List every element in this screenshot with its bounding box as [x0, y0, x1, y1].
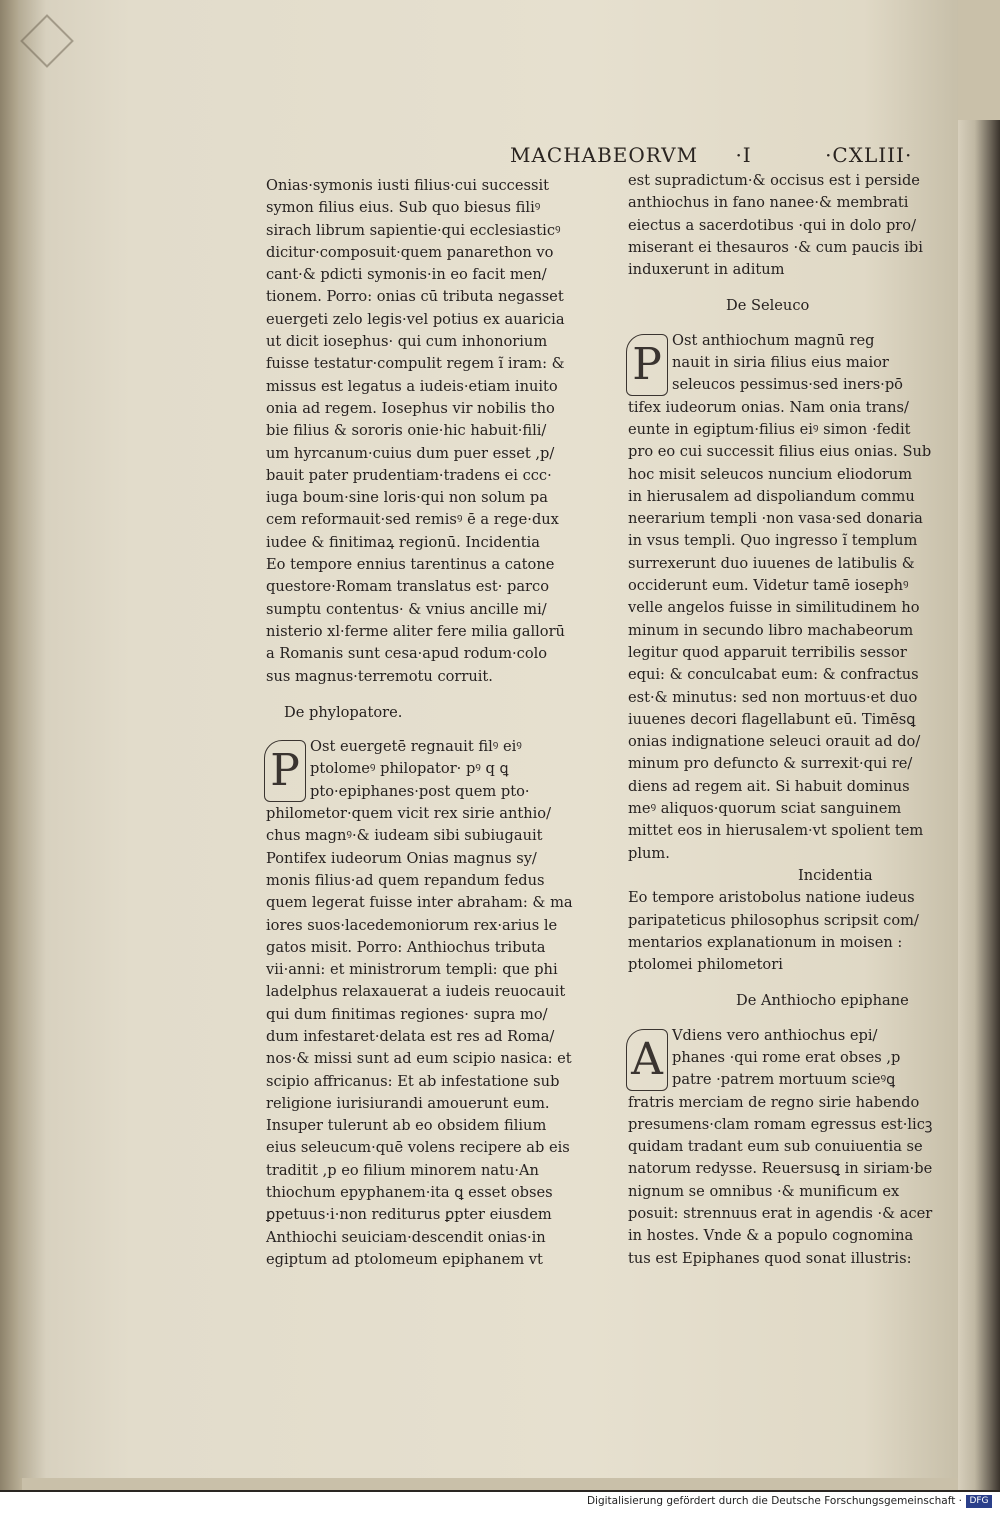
incidentia-label: Incidentia	[798, 866, 873, 884]
header-title: MACHABEORVM	[510, 143, 699, 167]
text-line: scipio affricanus: Et ab infestatione sub	[266, 1072, 560, 1090]
text-line: traditit ,p eo filium minorem natu·An	[266, 1161, 539, 1179]
text-line: mittet eos in hierusalem·vt spolient tem	[628, 822, 924, 840]
text-line: ladelphus relaxauerat a iudeis reuocauit	[266, 983, 566, 1001]
text-line: iores suos·lacedemoniorum rex·arius le	[266, 916, 558, 934]
text-line: bauit pater prudentiam·tradens ei ccc·	[266, 466, 552, 484]
text-line: mentarios explanationum in moisen :	[628, 933, 903, 951]
left-paragraph-1	[266, 175, 568, 688]
text-line: legitur quod apparuit terribilis sessor	[628, 643, 907, 661]
text-line: tionem. Porro: onias cū tributa negasset	[266, 288, 564, 306]
text-line: monis filius·ad quem repandum fedus	[266, 871, 545, 889]
text-line: minum in secundo libro machabeorum	[628, 621, 914, 639]
text-line: est·& minutus: sed non mortuus·et duo	[628, 688, 918, 706]
text-line: Vdiens vero anthiochus epi/	[672, 1026, 878, 1044]
folio-number: ·CXLIII·	[825, 143, 913, 167]
text-line: natorum redysse. Reuersusꝗ in siriam·be	[628, 1160, 933, 1178]
text-line: quidam tradant eum sub conuiuentia se	[628, 1138, 923, 1156]
text-line: iuga boum·sine loris·qui non solum pa	[266, 489, 548, 507]
text-line: posuit: strennuus erat in agendis ·& acer	[628, 1205, 933, 1223]
text-line: Ost euergetē regnauit filꝰ eiꝰ	[310, 738, 522, 756]
left-paragraph-2	[266, 736, 573, 1271]
text-line: neerarium templi ·non vasa·sed donaria	[628, 510, 923, 528]
text-line: a Romanis sunt cesa·apud rodum·colo	[266, 645, 548, 663]
text-line: nignum se omnibus ·& munificum ex	[628, 1182, 900, 1200]
text-line: Anthiochi seuiciam·descendit onias·in	[266, 1228, 546, 1246]
text-line: onia ad regem. Iosephus vir nobilis tho	[266, 399, 555, 417]
text-line: um hyrcanum·cuius dum puer esset ,p/	[266, 444, 555, 462]
left-column	[266, 175, 573, 1271]
text-line: gatos misit. Porro: Anthiochus tributa	[266, 938, 546, 956]
text-line: pto·epiphanes·post quem pto·	[310, 782, 530, 800]
text-line: tus est Epiphanes quod sonat illustris:	[628, 1249, 912, 1267]
drop-capital-p: P	[264, 740, 306, 802]
text-line: quem legerat fuisse inter abraham: & ma	[266, 894, 573, 912]
text-line: chus magnꝰ·& iudeam sibi subiugauit	[266, 827, 543, 845]
text-line: equi: & conculcabat eum: & confractus	[628, 666, 919, 684]
text-line: eius seleucum·quē volens recipere ab eis	[266, 1139, 570, 1157]
text-line: ꝑpetuus·i·non rediturus ꝑpter eiusdem	[266, 1206, 552, 1224]
text-line: tifex iudeorum onias. Nam onia trans/	[628, 398, 909, 416]
text-line: patre ·patrem mortuum scieꝰꝗ	[672, 1071, 896, 1089]
funding-credit: Digitalisierung gefördert durch die Deutsche Forschungsgemeinschaft ·	[586, 1495, 962, 1507]
text-line: euergeti zelo legis·vel potius ex auaricia	[266, 310, 565, 328]
text-line: Eo tempore ennius tarentinus a catone	[266, 556, 555, 574]
text-line: phanes ·qui rome erat obses ,p	[672, 1048, 901, 1066]
text-line: induxerunt in aditum	[628, 261, 785, 279]
text-line: Pontifex iudeorum Onias magnus sy/	[266, 849, 537, 867]
text-line: philometor·quem vicit rex sirie anthio/	[266, 805, 552, 823]
right-column	[628, 170, 933, 1270]
text-line: anthiochus in fano nanee·& membrati	[628, 194, 909, 212]
drop-cap-lines	[266, 736, 568, 803]
text-line: in vsus templi. Quo ingresso ĩ templum	[628, 532, 918, 550]
text-line: egiptum ad ptolomeum epiphanem vt	[266, 1250, 543, 1268]
right-paragraph-4	[628, 1025, 933, 1270]
right-paragraph-2	[628, 330, 932, 865]
text-line: sus magnus·terremotu corruit.	[266, 667, 493, 685]
left-paragraph-2-body	[266, 803, 573, 1271]
text-line: presumens·clam romam egressus est·licꝫ	[628, 1115, 933, 1133]
drop-capital-p: P	[626, 334, 668, 396]
text-line: eiectus a sacerdotibus ·qui in dolo pro/	[628, 216, 916, 234]
text-line: vii·anni: et ministrorum templi: que phi	[266, 961, 558, 979]
text-line: Insuper tulerunt ab eo obsidem filium	[266, 1117, 547, 1135]
page-edge-stack	[958, 120, 1000, 1490]
text-line: in hierusalem ad dispoliandum commu	[628, 487, 915, 505]
text-line: miserant ei thesauros ·& cum paucis ibi	[628, 238, 923, 256]
text-line: thiochum epyphanem·ita ꝗ esset obses	[266, 1184, 553, 1202]
drop-cap-lines	[628, 330, 914, 397]
text-line: ptolomei philometori	[628, 956, 783, 974]
text-line: plum.	[628, 844, 670, 862]
text-line: surrexerunt duo iuuenes de latibulis &	[628, 554, 915, 572]
dfg-logo: DFG	[966, 1495, 992, 1508]
text-line: ut dicit iosephus· qui cum inhonorium	[266, 333, 548, 351]
text-line: bie filius & sororis onie·hic habuit·fili/	[266, 422, 547, 440]
text-line: iuuenes decori flagellabunt eū. Timēsꝗ	[628, 710, 916, 728]
text-line: iudee & finitimaꝝ regionū. Incidentia	[266, 533, 540, 551]
text-line: missus est legatus a iudeis·etiam inuito	[266, 377, 558, 395]
text-line: religione iurisiurandi amouerunt eum.	[266, 1094, 550, 1112]
text-line: nisterio xl·ferme aliter fere milia gallorū	[266, 622, 565, 640]
text-line: seleucos pessimus·sed iners·pō	[672, 376, 903, 394]
text-line: onias indignatione seleuci orauit ad do/	[628, 733, 921, 751]
running-header	[510, 143, 913, 167]
text-line: velle angelos fuisse in similitudinem ho	[628, 599, 920, 617]
text-line: nos·& missi sunt ad eum scipio nasica: et	[266, 1050, 572, 1068]
text-line: Ost anthiochum magnū reg	[672, 331, 875, 349]
right-paragraph-3	[628, 887, 919, 976]
text-line: hoc misit seleucos nuncium eliodorum	[628, 465, 913, 483]
text-line: diens ad regem ait. Si habuit dominus	[628, 777, 910, 795]
text-line: qui dum finitimas regiones· supra mo/	[266, 1005, 548, 1023]
footer-bar	[0, 1492, 1000, 1513]
right-paragraph-2-body	[628, 397, 932, 865]
text-line: sumptu contentus· & vnius ancille mi/	[266, 600, 547, 618]
text-line: pro eo cui successit filius eius onias. Sub	[628, 443, 932, 461]
drop-cap-lines	[628, 1025, 914, 1092]
text-line: nauit in siria filius eius maior	[672, 354, 889, 372]
text-line: est supradictum·& occisus est i perside	[628, 172, 920, 189]
text-line: ptolomeꝰ philopator· pꝰ q ꝗ	[310, 760, 509, 778]
text-line: minum pro defuncto & surrexit·qui re/	[628, 755, 913, 773]
text-line: paripateticus philosophus scripsit com/	[628, 911, 919, 929]
header-book: ·I	[735, 143, 752, 167]
text-line: eunte in egiptum·filius eiꝰ simon ·fedit	[628, 420, 911, 438]
drop-capital-a: A	[626, 1029, 668, 1091]
right-paragraph-1	[628, 170, 923, 281]
right-paragraph-4-body	[628, 1092, 933, 1270]
text-line: dicitur·composuit·quem panarethon vo	[266, 243, 554, 261]
text-line: occiderunt eum. Videtur tamē iosephꝰ	[628, 577, 909, 595]
text-line: Onias·symonis iusti filius·cui successit	[266, 177, 549, 194]
text-line: questore·Romam translatus est· parco	[266, 578, 549, 596]
text-line: cem reformauit·sed remisꝰ ē a rege·dux	[266, 511, 559, 529]
text-line: cant·& pdicti symonis·in eo facit men/	[266, 266, 547, 284]
text-line: dum infestaret·delata est res ad Roma/	[266, 1027, 555, 1045]
section-heading-seleuco: De Seleuco	[726, 297, 810, 315]
text-line: fuisse testatur·compulit regem ĩ iram: &	[266, 355, 565, 373]
text-line: fratris merciam de regno sirie habendo	[628, 1093, 920, 1111]
section-heading-phylopatore: De phylopatore.	[284, 703, 403, 721]
text-line: Eo tempore aristobolus natione iudeus	[628, 889, 915, 907]
text-line: meꝰ aliquos·quorum sciat sanguinem	[628, 800, 902, 818]
text-line: symon filius eius. Sub quo biesus filiꝰ	[266, 199, 541, 217]
section-heading-epiphane: De Anthiocho epiphane	[736, 992, 909, 1010]
text-line: in hostes. Vnde & a populo cognomina	[628, 1227, 914, 1245]
text-line: sirach librum sapientie·qui ecclesiasticꝰ	[266, 221, 561, 239]
